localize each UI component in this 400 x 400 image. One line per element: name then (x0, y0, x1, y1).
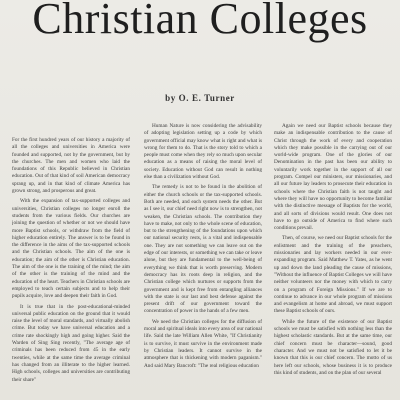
article-byline: by O. E. Turner (165, 93, 235, 103)
article-column-1 (12, 123, 130, 395)
paragraph-text: Again we need our Baptist schools because they make an indispensable contribution to the cause of Christ through the work of every and cooperation which they make possible in the carrying out of our world-wide program. One of the glories of our Denomination in the past has been our ability to voluntarily work together in the support of all our program. Compel our ministers, our missionaries, and all our future lay leaders to prosecute their education in schools where the Christian faith is not taught and where they will have no opportunity to become familiar with the distinctive message of Baptists for the world, and all sorts of divisions would result. One does not have to go outside of America to find where such conditions prevail. (274, 123, 392, 232)
paragraph (274, 235, 392, 315)
article-column-3 (274, 123, 392, 395)
paragraph (274, 319, 392, 377)
paragraph (144, 184, 262, 315)
paragraph (12, 198, 130, 300)
article-column-2 (144, 123, 262, 395)
paragraph-text: The remedy is not to be found in the abolition of either the church schools or the tax-supported schools. Both are needed, and each system needs the other. But as I see it, our chief need right now is to strengthen, not weaken, the Christian schools. The contribution they have to make, not only to the whole scene of education, but to the strengthening of the foundations upon which our national security rests, is a vital and indispensable one. They are not something we can leave out on the edge of our interests, or something we can take or leave alone, but they are fundamental to the well-being of everything we think that is worth preserving. Modern democracy has its roots deep in religion, and the Christian college which nurtures or supports from the government and is kept free from entangling alliances with the state is our last and best defense against the present drift of our government toward the concentration of power in the hands of a few men. (144, 184, 262, 315)
paragraph (12, 137, 130, 195)
paragraph (144, 123, 262, 181)
paragraph-text: With the expansion of tax-supported colleges and universities, Christian colleges no longer enroll the students from the various fields. Our churches are joining the question of whether or not we should have more Baptist schools, or withdraw from the field of higher education entirely. The answer is to be found in the difference in the aims of the tax-supported schools and the Christian schools. The aim of the one is education; the aim of the other is Christian education. The aim of the one is the training of the mind; the aim of the other is the training of the mind and the education of the heart. Teachers in Christian schools are employed to teach certain subjects and to help their pupils acquire, love and deepen their faith in God. (12, 198, 130, 300)
paragraph (12, 304, 130, 384)
paragraph-text: It is true that in the post-educational-minded universal public education on the ground that it would raise the level of moral standards, and virtually abolish crime. But today we have universal education and a crime rate shockingly high and going higher. Said the Warden of Sing Sing recently, "The average age of criminals has been reduced from 45 in the early twenties, while at the same time the average criminal has changed from an illiterate to the higher learned. High schools, colleges and universities are contributing their share" (12, 303, 130, 383)
paragraph (144, 319, 262, 370)
paragraph-text: While the future of the existence of our Baptist schools we must be satisfied with nothing less than the highest scholastic standards. But at the same time, our chief concern must be character—sound, good character. And we must not be satisfied to let it be known that this is our chief concern. The motto of us here left our schools, whose business it is to produce this kind of students, and on the plan of our several (274, 318, 392, 376)
article-title: Christian Colleges (32, 0, 368, 43)
paragraph-text: We need the Christian colleges for the diffusion of moral and spiritual ideals into every area of our national life. Said the late William Allen White, "If Christianity is to survive, it must survive in the environment made by Christian leaders. It cannot survive in the atmosphere that is thickening with modern paganism." And said Mary Bancroft: "The real religious education (144, 318, 262, 369)
paragraph-text: Human Nature is now considering the advisability of adopting legislation setting up a code by which government official may know what is right and what is wrong for them to do. That is the story told to which a people must come when they rely so much upon secular education as a means of raising the moral level of society. Education without God can result in nothing else than a civilization without God. (144, 123, 262, 181)
paragraph-text: For the first hundred years of our history a majority of all the colleges and universities in America were founded and supported, not by the government, but by the churches. The men and women who laid the foundations of this Republic believed in Christian education. Out of that kind of soil American democracy sprang up, and in that kind of climate America has grown strong, and prosperous and great. (12, 137, 130, 195)
paragraph (274, 123, 392, 232)
paragraph-text: Then, of course, we need our Baptist schools for the enlistment and the training of the preachers, missionaries and lay workers needed in our ever-expanding program. Said Matthew T. Yates, as he went up and down the land pleading the cause of missions, "Without the influence of Baptist Colleges we will have neither volunteers nor the money with which to carry on a program of Foreign Missions." If we are to continue to advance in our whole program of missions and evangelism at home and abroad, we must support these Baptist schools of ours. (274, 235, 392, 315)
